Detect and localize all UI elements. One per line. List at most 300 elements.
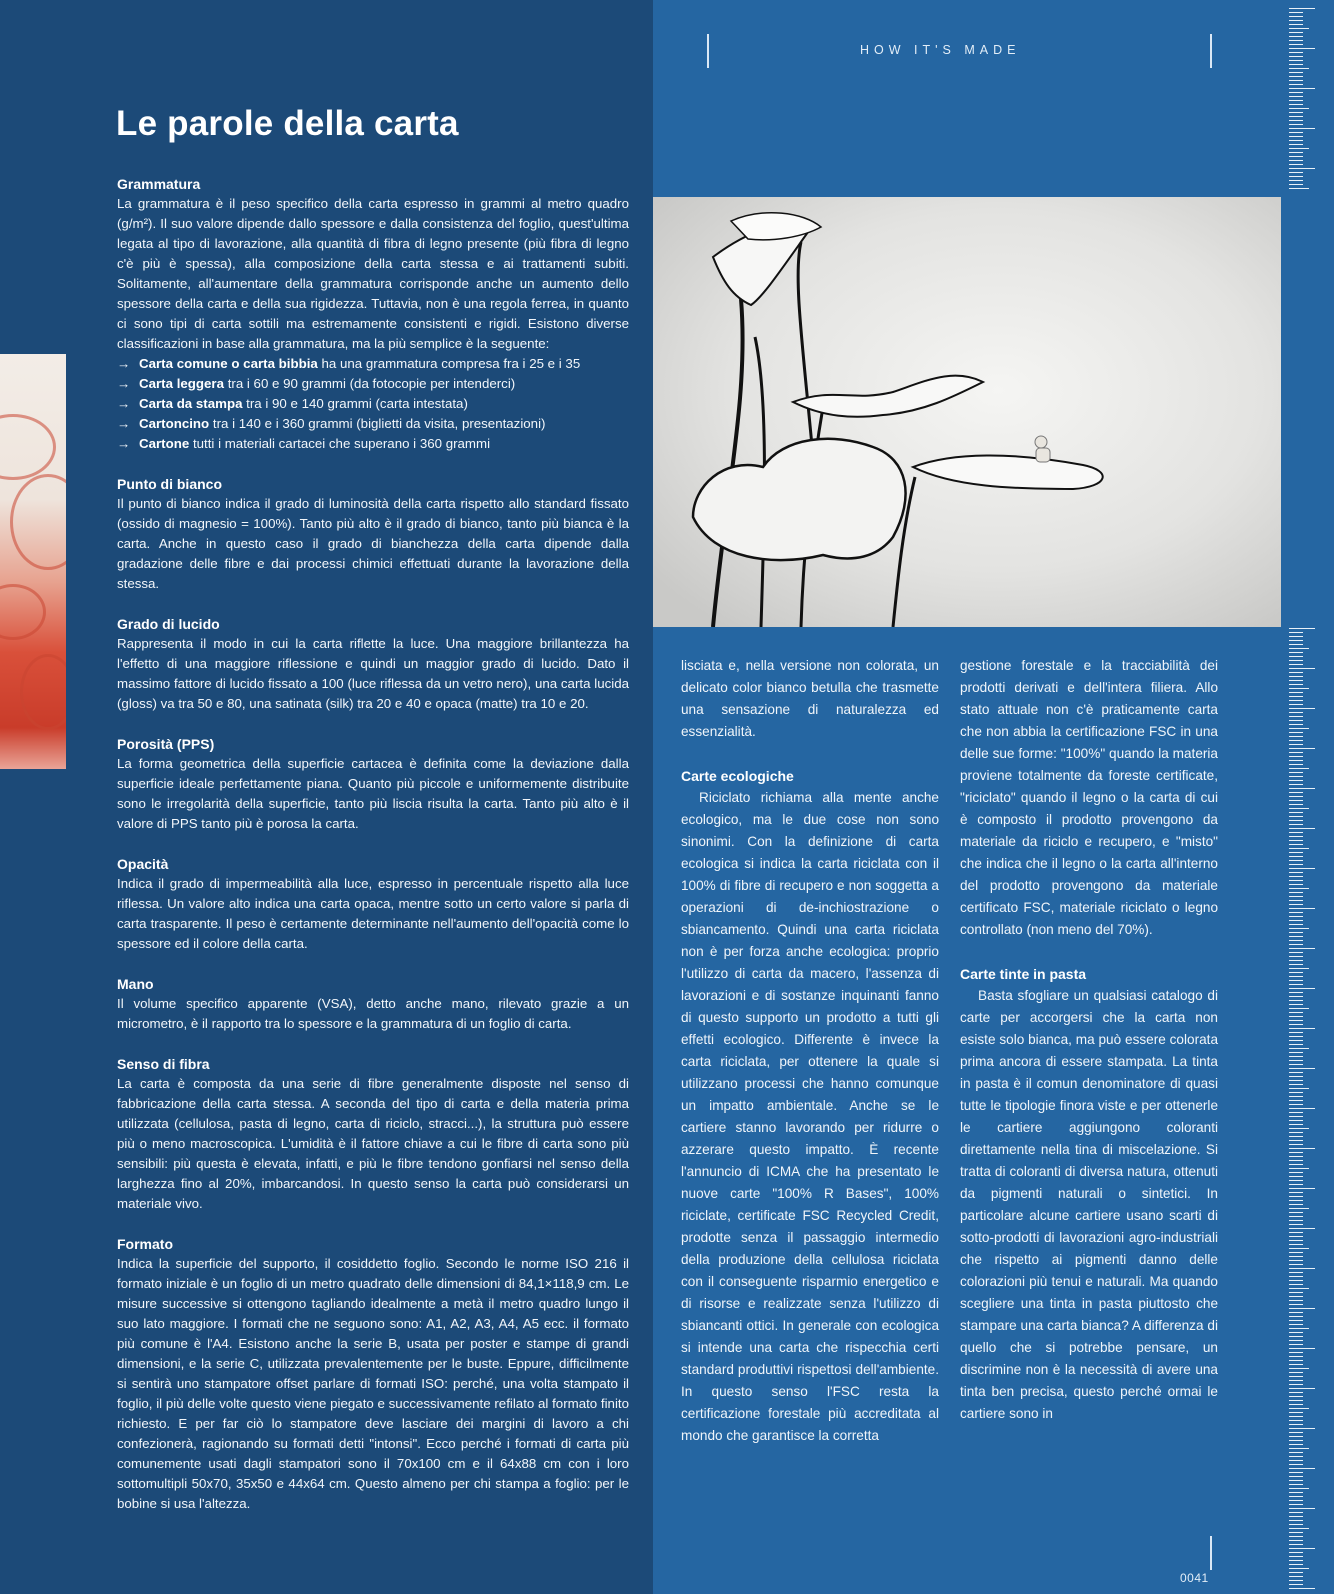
ruler-tick <box>1289 1548 1315 1549</box>
ruler-tick <box>1289 1296 1303 1297</box>
ruler-tick <box>1289 64 1303 65</box>
ruler-tick <box>1289 728 1309 729</box>
header-divider-right <box>1210 34 1212 68</box>
ruler-tick <box>1289 1516 1303 1517</box>
section-text: Il volume specifico apparente (VSA), detto anche mano, rilevato grazie a un micrometro, è il rapporto tra lo spessore e la grammatura di un foglio di carta. <box>117 996 629 1031</box>
ruler-tick <box>1289 672 1303 673</box>
ruler-tick <box>1289 112 1303 113</box>
ruler-tick <box>1289 1456 1303 1457</box>
ruler-tick <box>1289 44 1303 45</box>
ruler-tick <box>1289 1256 1303 1257</box>
ruler-tick <box>1289 1136 1303 1137</box>
ruler-tick <box>1289 140 1303 141</box>
section-porosita <box>117 734 629 834</box>
ruler-tick <box>1289 184 1303 185</box>
ruler-tick <box>1289 1000 1303 1001</box>
ruler-tick <box>1289 1272 1303 1273</box>
ruler-tick <box>1289 1260 1303 1261</box>
ruler-tick <box>1289 892 1303 893</box>
ruler-tick <box>1289 1052 1303 1053</box>
bullet-list <box>117 354 629 454</box>
ruler-tick <box>1289 1564 1303 1565</box>
ruler-tick <box>1289 676 1303 677</box>
ruler-tick <box>1289 72 1303 73</box>
ruler-tick <box>1289 928 1309 929</box>
section-formato <box>117 1234 629 1514</box>
ruler-tick <box>1289 772 1303 773</box>
ruler-tick <box>1289 948 1315 949</box>
ruler-tick <box>1289 1440 1303 1441</box>
ruler-tick <box>1289 840 1303 841</box>
section-title: Mano <box>117 976 154 992</box>
ruler-tick <box>1289 1376 1303 1377</box>
ruler-tick <box>1289 1484 1303 1485</box>
ruler-tick <box>1289 992 1303 993</box>
ruler-tick <box>1289 836 1303 837</box>
ruler-tick <box>1289 1060 1303 1061</box>
ruler-tick <box>1289 996 1303 997</box>
arrow-icon: → <box>117 396 131 411</box>
ruler-tick <box>1289 1408 1309 1409</box>
ruler-tick <box>1289 1508 1315 1509</box>
ruler-tick <box>1289 1512 1303 1513</box>
ruler-tick <box>1289 1212 1303 1213</box>
ruler-tick <box>1289 1412 1303 1413</box>
ruler-tick <box>1289 820 1303 821</box>
ruler-tick <box>1289 1496 1303 1497</box>
ruler-tick <box>1289 664 1303 665</box>
ruler-tick <box>1289 36 1303 37</box>
ruler-tick <box>1289 1044 1303 1045</box>
section-text: Indica la superficie del supporto, il cosiddetto foglio. Secondo le norme ISO 216 il formato iniziale è un foglio di un metro quadrato delle dimensioni di 84,1×118,9 cm. Le misure successive si ottengono tagliando idealmente a metà il metro quadro lungo il suo lato maggiore. I formati che ne seguono sono: A1, A2, A3, A4, A5 ecc. il formato più comune è l'A4. Esistono anche la serie B, usata per poster e stampe di grandi dimensioni, e la serie C, utilizzata prevalentemente per le buste. Eppure, difficilmente si sentirà uno stampatore offset parlare di formati ISO: perché, una volta stampato il foglio, il più delle volte questo viene piegato e successivamente refilato al formato finito richiesto. E per far ciò lo stampatore deve lasciare dei margini di lavoro a chi confezionerà, ragionando su formati detti "intonsi". Ecco perché i formati di carta più comunemente usati dagli stampatori sono il 70x100 cm e il 64x88 cm con i loro sottomultipli 50x70, 35x50 e 44x64 cm. Questo almeno per chi stampa a foglio: per le bobine si usa l'altezza. <box>117 1256 629 1511</box>
ruler-tick <box>1289 1080 1303 1081</box>
ruler-tick <box>1289 1024 1303 1025</box>
section-text: Il punto di bianco indica il grado di luminosità della carta rispetto allo standard fissato (ossido di magnesio = 100%). Tanto più alto è il grado di bianco, tanto più bianca è la carta. Anche in questo caso il grado di bianchezza della carta dipende dalla gradazione delle fibre e dai processi chimici effettuati durante la lavorazione della stessa. <box>117 496 629 591</box>
ruler-tick <box>1289 1252 1303 1253</box>
ruler-tick <box>1289 904 1303 905</box>
ruler-tick <box>1289 1220 1303 1221</box>
ruler-tick <box>1289 1472 1303 1473</box>
ruler-tick <box>1289 808 1309 809</box>
page-number: 0041 <box>1180 1571 1209 1585</box>
ruler-tick <box>1289 780 1303 781</box>
ruler-tick <box>1289 1300 1303 1301</box>
ruler-tick <box>1289 1476 1303 1477</box>
ruler-tick <box>1289 848 1309 849</box>
ruler-tick <box>1289 816 1303 817</box>
section-opacita <box>117 854 629 954</box>
ruler-tick <box>1289 176 1303 177</box>
ruler-tick <box>1289 832 1303 833</box>
ruler-tick <box>1289 752 1303 753</box>
ruler-tick <box>1289 812 1303 813</box>
ruler-tick <box>1289 668 1315 669</box>
section-senso-di-fibra <box>117 1054 629 1214</box>
page-title: Le parole della carta <box>116 104 459 143</box>
ruler-tick <box>1289 872 1303 873</box>
ruler-tick <box>1289 28 1309 29</box>
ruler-tick <box>1289 636 1303 637</box>
column-heading: Carte tinte in pasta <box>960 966 1087 982</box>
ruler-tick <box>1289 936 1303 937</box>
ruler-tick <box>1289 712 1303 713</box>
ruler-tick <box>1289 1104 1303 1105</box>
ruler-tick <box>1289 1552 1303 1553</box>
ruler-tick <box>1289 148 1309 149</box>
ruler-tick <box>1289 76 1303 77</box>
ruler-tick <box>1289 1200 1303 1201</box>
ruler-tick <box>1289 940 1303 941</box>
ruler-tick <box>1289 1500 1303 1501</box>
ruler-tick <box>1289 1244 1303 1245</box>
glossary-column <box>117 174 629 1534</box>
ruler-tick <box>1289 1176 1303 1177</box>
ruler-tick <box>1289 40 1303 41</box>
ruler-tick <box>1289 1068 1315 1069</box>
ruler-tick <box>1289 1576 1303 1577</box>
ruler-tick <box>1289 768 1309 769</box>
ruler-tick <box>1289 1348 1315 1349</box>
ruler-tick <box>1289 888 1309 889</box>
ruler-tick <box>1289 804 1303 805</box>
section-text: Indica il grado di impermeabilità alla luce, espresso in percentuale rispetto alla luce riflessa. Un valore alto indica una carta opaca, mentre sotto un certo valore si parla di carta trasparente. Il peso è certamente determinante nell'aumento dell'opacità come lo spessore ed il colore della carta. <box>117 876 629 951</box>
ruler-tick <box>1289 1180 1303 1181</box>
section-grado-di-lucido <box>117 614 629 714</box>
ruler-tick <box>1289 852 1303 853</box>
ruler-tick <box>1289 760 1303 761</box>
ruler-tick <box>1289 856 1303 857</box>
ruler-tick <box>1289 1284 1303 1285</box>
ruler-tick <box>1289 1196 1303 1197</box>
ruler-tick <box>1289 124 1303 125</box>
ruler-tick <box>1289 100 1303 101</box>
ruler-tick <box>1289 784 1303 785</box>
ruler-tick <box>1289 1544 1303 1545</box>
ruler-tick <box>1289 744 1303 745</box>
ruler-tick <box>1289 960 1303 961</box>
ruler-tick <box>1289 1568 1309 1569</box>
ruler-tick <box>1289 976 1303 977</box>
ruler-tick <box>1289 84 1303 85</box>
ruler-tick <box>1289 20 1303 21</box>
ruler-tick <box>1289 96 1303 97</box>
ruler-tick <box>1289 128 1315 129</box>
ruler-tick <box>1289 1344 1303 1345</box>
ruler-tick <box>1289 1040 1303 1041</box>
ruler-tick <box>1289 1504 1303 1505</box>
ruler-tick <box>1289 1132 1303 1133</box>
ruler-tick <box>1289 60 1303 61</box>
ruler-tick <box>1289 1004 1303 1005</box>
ruler-tick <box>1289 628 1315 629</box>
ruler-tick <box>1289 1240 1303 1241</box>
ruler-tick <box>1289 652 1303 653</box>
ruler-tick <box>1289 1248 1309 1249</box>
ruler-tick <box>1289 1320 1303 1321</box>
ruler-tick <box>1289 1420 1303 1421</box>
ruler-tick <box>1289 1276 1303 1277</box>
list-item: → Carta comune o carta bibbia ha una grammatura compresa fra i 25 e i 35 <box>117 354 629 374</box>
ruler-tick <box>1289 188 1309 189</box>
ruler-tick <box>1289 168 1315 169</box>
ruler-tick <box>1289 740 1303 741</box>
ruler-tick <box>1289 776 1303 777</box>
ruler-tick <box>1289 1432 1303 1433</box>
column-body: Riciclato richiama alla mente anche ecologico, ma le due cose non sono sinonimi. Con la definizione di carta ecologica si indica la carta riciclata con il 100% di fibre di recupero e non soggetta a operazioni di de-inchiostrazione o sbiancamento. Quindi una carta riciclata non è per forza anche ecologica: proprio l'utilizzo di carta da macero, l'assenza di lavorazioni e di sostanze inquinanti fanno di questo supporto un prodotto a tutti gli effetti ecologico. Differente è invece la carta riciclata, per ottenere la quale si utilizzano processi che hanno comunque un impatto ambientale. Anche se le cartiere stanno lavorando per ridurre o azzerare questo impatto. È recente l'annuncio di ICMA che ha presentato le nuove carte "100% R Bases", 100% riciclate, certificate FSC Recycled Credit, prodotte senza il passaggio intermedio della produzione della cellulosa riciclata con il conseguente risparmio energetico e di risorse e realizzate senza l'utilizzo di sbiancanti ottici. In generale con ecologica si intende una carta che rispecchia certi standard produttivi rispettosi dell'ambiente. In questo senso l'FSC resta la certificazione forestale più accreditata al mondo che garantisce la corretta <box>681 790 939 1443</box>
ruler-tick <box>1289 932 1303 933</box>
ruler-tick <box>1289 692 1303 693</box>
ruler-tick <box>1289 88 1315 89</box>
ruler-tick <box>1289 1352 1303 1353</box>
ruler-tick <box>1289 1172 1303 1173</box>
ruler-tick <box>1289 688 1309 689</box>
list-item: → Carta da stampa tra i 90 e 140 grammi (carta intestata) <box>117 394 629 414</box>
column-heading: Carte ecologiche <box>681 768 794 784</box>
ruler-tick <box>1289 152 1303 153</box>
ruler-tick <box>1289 1444 1303 1445</box>
ruler-tick <box>1289 1268 1315 1269</box>
ruler-tick <box>1289 1264 1303 1265</box>
section-title: Grado di lucido <box>117 616 220 632</box>
ruler-tick <box>1289 1224 1303 1225</box>
ruler-tick <box>1289 980 1303 981</box>
ruler-tick <box>1289 1232 1303 1233</box>
column-intro: gestione forestale e la tracciabilità dei prodotti derivati e dell'intera filiera. Allo stato attuale non c'è praticamente carta che non abbia la certificazione FSC in una delle sue forme: "100%" quando la materia proviene totalmente da foreste certificate, "riciclato" quando il legno o la carta di cui è composto il prodotto provengono da materiale da riciclo e recupero, e "misto" che indica che il legno o la carta all'interno del prodotto provengono da materiale certificato FSC, materiale riciclato o legno controllato (non meno del 70%). <box>960 658 1218 937</box>
ruler-tick <box>1289 1048 1309 1049</box>
ruler-tick <box>1289 144 1303 145</box>
ruler-tick <box>1289 1392 1303 1393</box>
ruler-tick <box>1289 988 1315 989</box>
ruler-tick <box>1289 1468 1315 1469</box>
ruler-tick <box>1289 912 1303 913</box>
ruler-tick <box>1289 796 1303 797</box>
ruler-tick <box>1289 648 1309 649</box>
ruler-tick <box>1289 120 1303 121</box>
section-punto-di-bianco <box>117 474 629 594</box>
ruler-tick <box>1289 984 1303 985</box>
ruler-tick <box>1289 52 1303 53</box>
section-title: Porosità (PPS) <box>117 736 215 752</box>
ruler-tick <box>1289 876 1303 877</box>
ruler-tick <box>1289 1556 1303 1557</box>
ruler-tick <box>1289 1096 1303 1097</box>
section-mano <box>117 974 629 1034</box>
ruler-tick <box>1289 1100 1303 1101</box>
ruler-tick <box>1289 1124 1303 1125</box>
ruler-tick <box>1289 1360 1303 1361</box>
ruler-tick <box>1289 900 1303 901</box>
ruler-tick <box>1289 640 1303 641</box>
ruler-tick <box>1289 1144 1303 1145</box>
ruler-tick <box>1289 1400 1303 1401</box>
ruler-tick <box>1289 1208 1309 1209</box>
section-grammatura <box>117 174 629 454</box>
header-divider-left <box>707 34 709 68</box>
section-label: HOW IT'S MADE <box>860 43 1021 57</box>
ruler-tick <box>1289 1016 1303 1017</box>
ruler-tick <box>1289 1572 1303 1573</box>
ruler-tick <box>1289 108 1309 109</box>
ruler-tick <box>1289 956 1303 957</box>
ruler-tick <box>1289 700 1303 701</box>
ruler-tick <box>1289 1368 1309 1369</box>
ruler-tick <box>1289 884 1303 885</box>
ruler-tick <box>1289 1380 1303 1381</box>
ruler-tick <box>1289 1028 1315 1029</box>
ruler-tick <box>1289 160 1303 161</box>
ruler-tick <box>1289 16 1303 17</box>
ruler-tick <box>1289 1480 1303 1481</box>
ruler-tick <box>1289 1536 1303 1537</box>
ruler-tick <box>1289 48 1315 49</box>
ruler-decoration <box>1285 0 1334 1594</box>
ruler-tick <box>1289 1396 1303 1397</box>
ruler-tick <box>1289 1436 1303 1437</box>
ruler-tick <box>1289 704 1303 705</box>
column-intro: lisciata e, nella versione non colorata, un delicato color bianco betulla che trasmette una sensazione di naturalezza ed essenzialità. <box>681 658 939 739</box>
section-title: Opacità <box>117 856 169 872</box>
ruler-tick <box>1289 644 1303 645</box>
ruler-tick <box>1289 80 1303 81</box>
ruler-tick <box>1289 1588 1315 1589</box>
ruler-tick <box>1289 1148 1315 1149</box>
ruler-tick <box>1289 1416 1303 1417</box>
text-column-2 <box>960 655 1218 1425</box>
ruler-tick <box>1289 1448 1309 1449</box>
ruler-tick <box>1289 1316 1303 1317</box>
ruler-tick <box>1289 908 1315 909</box>
ruler-tick <box>1289 1084 1303 1085</box>
ruler-tick <box>1289 696 1303 697</box>
ruler-tick <box>1289 968 1309 969</box>
ruler-tick <box>1289 1404 1303 1405</box>
ruler-tick <box>1289 56 1303 57</box>
ruler-tick <box>1289 1092 1303 1093</box>
ruler-tick <box>1289 1204 1303 1205</box>
ruler-tick <box>1289 1460 1303 1461</box>
ruler-tick <box>1289 1056 1303 1057</box>
footer-divider <box>1210 1536 1212 1570</box>
arrow-icon: → <box>117 436 131 451</box>
ruler-tick <box>1289 720 1303 721</box>
ruler-tick <box>1289 716 1303 717</box>
ruler-tick <box>1289 656 1303 657</box>
ruler-tick <box>1289 1532 1303 1533</box>
ruler-tick <box>1289 1112 1303 1113</box>
ruler-tick <box>1289 1560 1303 1561</box>
ruler-tick <box>1289 92 1303 93</box>
ruler-tick <box>1289 1328 1309 1329</box>
ruler-tick <box>1289 1340 1303 1341</box>
ruler-tick <box>1289 1160 1303 1161</box>
section-text: La forma geometrica della superficie cartacea è definita come la deviazione dalla superficie ideale perfettamente piana. Quanto più piccole e uniformemente distribuite sono le irregolarità della superficie, tanto più liscia risulta la carta. Tanto più alto è il valore di PPS tanto più è porosa la carta. <box>117 756 629 831</box>
ruler-tick <box>1289 132 1303 133</box>
text-column-1 <box>681 655 939 1447</box>
ruler-tick <box>1289 944 1303 945</box>
ruler-tick <box>1289 172 1303 173</box>
ruler-tick <box>1289 12 1303 13</box>
ruler-tick <box>1289 1288 1309 1289</box>
section-title: Grammatura <box>117 176 201 192</box>
arrow-icon: → <box>117 376 131 391</box>
ruler-tick <box>1289 1428 1315 1429</box>
ruler-tick <box>1289 68 1309 69</box>
ruler-tick <box>1289 1388 1315 1389</box>
ruler-tick <box>1289 1336 1303 1337</box>
ruler-tick <box>1289 868 1315 869</box>
ruler-tick <box>1289 632 1303 633</box>
ruler-tick <box>1289 1280 1303 1281</box>
ruler-tick <box>1289 844 1303 845</box>
ruler-tick <box>1289 116 1303 117</box>
ruler-tick <box>1289 924 1303 925</box>
ruler-tick <box>1289 1012 1303 1013</box>
ruler-tick <box>1289 800 1303 801</box>
ruler-tick <box>1289 1372 1303 1373</box>
ruler-tick <box>1289 736 1303 737</box>
ruler-tick <box>1289 920 1303 921</box>
ruler-tick <box>1289 1188 1315 1189</box>
ruler-tick <box>1289 792 1303 793</box>
ruler-tick <box>1289 1364 1303 1365</box>
ruler-tick <box>1289 1424 1303 1425</box>
ruler-tick <box>1289 1304 1303 1305</box>
ruler-tick <box>1289 8 1315 9</box>
ruler-tick <box>1289 1072 1303 1073</box>
ruler-tick <box>1289 1228 1315 1229</box>
ruler-tick <box>1289 1584 1303 1585</box>
column-body: Basta sfogliare un qualsiasi catalogo di carte per accorgersi che la carta non esiste solo bianca, ma può essere colorata prima ancora di essere stampata. La tinta in pasta è il comun denominatore di quasi tutte le tipologie finora viste e per ottenerle le cartiere aggiungono coloranti direttamente nella tina di miscelazione. Si tratta di coloranti di diversa natura, ottenuti da pigmenti naturali o sintetici. In particolare alcune cartiere usano scarti di sotto-prodotti di lavorazioni agro-industriali che rispetto ai pigmenti danno delle colorazioni più tenui e naturali. Ma quando scegliere una tinta in pasta piuttosto che stampare una carta bianca? A differenza di quello che si potrebbe pensare, un discrimine non è la necessità di avere una tinta ben precisa, questo perché ormai le cartiere sono in <box>960 988 1218 1421</box>
ruler-tick <box>1289 972 1303 973</box>
ruler-tick <box>1289 756 1303 757</box>
ruler-tick <box>1289 1528 1309 1529</box>
ruler-tick <box>1289 1020 1303 1021</box>
ruler-tick <box>1289 732 1303 733</box>
ruler-tick <box>1289 1076 1303 1077</box>
ruler-tick <box>1289 1308 1315 1309</box>
ruler-tick <box>1289 24 1303 25</box>
ruler-tick <box>1289 1292 1303 1293</box>
ruler-tick <box>1289 680 1303 681</box>
ruler-tick <box>1289 1324 1303 1325</box>
ruler-tick <box>1289 1168 1309 1169</box>
ruler-tick <box>1289 1108 1315 1109</box>
ruler-tick <box>1289 32 1303 33</box>
ruler-tick <box>1289 1332 1303 1333</box>
ruler-tick <box>1289 1236 1303 1237</box>
ruler-tick <box>1289 1452 1303 1453</box>
ruler-tick <box>1289 1008 1309 1009</box>
ruler-tick <box>1289 1116 1303 1117</box>
ruler-tick <box>1289 156 1303 157</box>
ruler-tick <box>1289 964 1303 965</box>
section-title: Formato <box>117 1236 173 1252</box>
ruler-tick <box>1289 1064 1303 1065</box>
ruler-tick <box>1289 1312 1303 1313</box>
arrow-icon: → <box>117 416 131 431</box>
ruler-tick <box>1289 1540 1303 1541</box>
ruler-tick <box>1289 828 1315 829</box>
ruler-tick <box>1289 1128 1309 1129</box>
arrow-icon: → <box>117 356 131 371</box>
paper-sculpture-photo <box>653 197 1281 627</box>
ruler-tick <box>1289 1520 1303 1521</box>
section-text: La carta è composta da una serie di fibre generalmente disposte nel senso di fabbricazione della carta stessa. A seconda del tipo di carta e della materia prima utilizzata (cellulosa, pasta di legno, carta di riciclo, stracci...), la struttura può essere più o meno macroscopica. L'umidità è il fattore chiave a cui le fibre di carta sono più sensibili: più questa è elevata, infatti, e più le fibre tendono gonfiarsi nel senso della larghezza fino al 20%, imbarcandosi. In questo senso la carta può considerarsi un materiale vivo. <box>117 1076 629 1211</box>
ruler-tick <box>1289 764 1303 765</box>
ruler-tick <box>1289 864 1303 865</box>
ruler-tick <box>1289 824 1303 825</box>
section-text: La grammatura è il peso specifico della carta espresso in grammi al metro quadro (g/m²). Il suo valore dipende dallo spessore e dalla consistenza del foglio, quest'ultima legata al tipo di lavorazione, alla quantità di fibra di legno presente (più fibra di legno c'è più è spessa), alla composizione della carta stessa e ai trattamenti subiti. Solitamente, all'aumentare della grammatura corrisponde anche un aumento dello spessore della carta e della sua rigidezza. Tuttavia, non è una regola ferrea, in quanto ci sono tipi di carta sottili ma estremamente consistenti e rigidi. Esistono diverse classificazioni in base alla grammatura, ma la più semplice è la seguente: <box>117 196 629 351</box>
